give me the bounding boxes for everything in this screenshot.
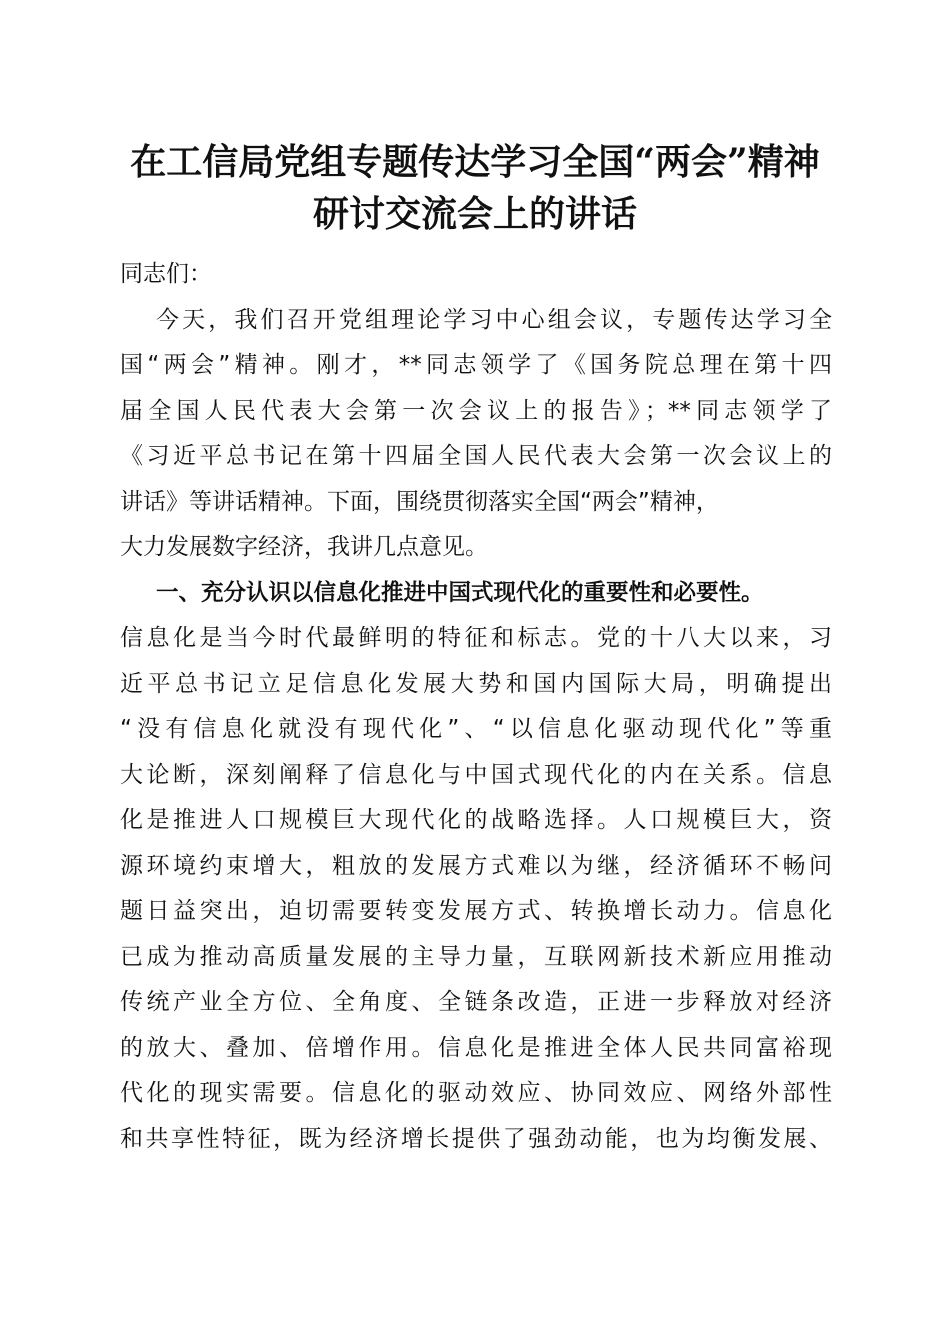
section-1-line: 的放大、叠加、倍增作用。信息化是推进全体人民共同富裕现 — [120, 1034, 832, 1061]
section-1-line: 代化的现实需要。信息化的驱动效应、协同效应、网络外部性 — [120, 1080, 832, 1106]
paragraph-1-line: 讲话》等讲话精神。下面，围绕贯彻落实全国“两会”精神， — [120, 488, 719, 515]
title-line-1: 在工信局党组专题传达学习全国“两会”精神 — [130, 141, 820, 183]
paragraph-1-line: 届全国人民代表大会第一次会议上的报告》；**同志领学了 — [120, 397, 832, 424]
section-1-line: 信息化是当今时代最鲜明的特征和标志。党的十八大以来，习 — [120, 625, 832, 651]
section-1-line: 大论断，深刻阐释了信息化与中国式现代化的内在关系。信息 — [120, 761, 832, 788]
section-1-heading: 一、充分认识以信息化推进中国式现代化的重要性和必要性。 — [156, 579, 764, 606]
section-1-line: 已成为推动高质量发展的主导力量，互联网新技术新应用推动 — [120, 943, 832, 970]
section-1-line: 和共享性特征，既为经济增长提供了强劲动能，也为均衡发展、 — [120, 1125, 832, 1152]
section-1-line: 题日益突出，迫切需要转变发展方式、转换增长动力。信息化 — [120, 898, 832, 924]
salutation: 同志们： — [120, 261, 212, 287]
section-1-line: 源环境约束增大，粗放的发展方式难以为继，经济循环不畅问 — [120, 852, 832, 879]
document-body — [120, 252, 832, 1162]
section-1-line: “没有信息化就没有现代化”、“以信息化驱动现代化”等重 — [120, 716, 832, 742]
paragraph-1-line: 《习近平总书记在第十四届全国人民代表大会第一次会议上的 — [120, 443, 832, 469]
paragraph-1-line: 大力发展数字经济，我讲几点意见。 — [120, 534, 488, 560]
paragraph-1-line: 国“两会”精神。刚才，**同志领学了《国务院总理在第十四 — [120, 352, 832, 378]
section-1-line: 近平总书记立足信息化发展大势和国内国际大局，明确提出 — [120, 670, 832, 697]
document-title — [100, 136, 850, 240]
section-1-line: 传统产业全方位、全角度、全链条改造，正进一步释放对经济 — [120, 989, 832, 1015]
paragraph-1-line: 今天，我们召开党组理论学习中心组会议，专题传达学习全 — [156, 306, 832, 333]
title-line-2: 研讨交流会上的讲话 — [312, 193, 637, 235]
section-1-line: 化是推进人口规模巨大现代化的战略选择。人口规模巨大，资 — [120, 807, 832, 833]
